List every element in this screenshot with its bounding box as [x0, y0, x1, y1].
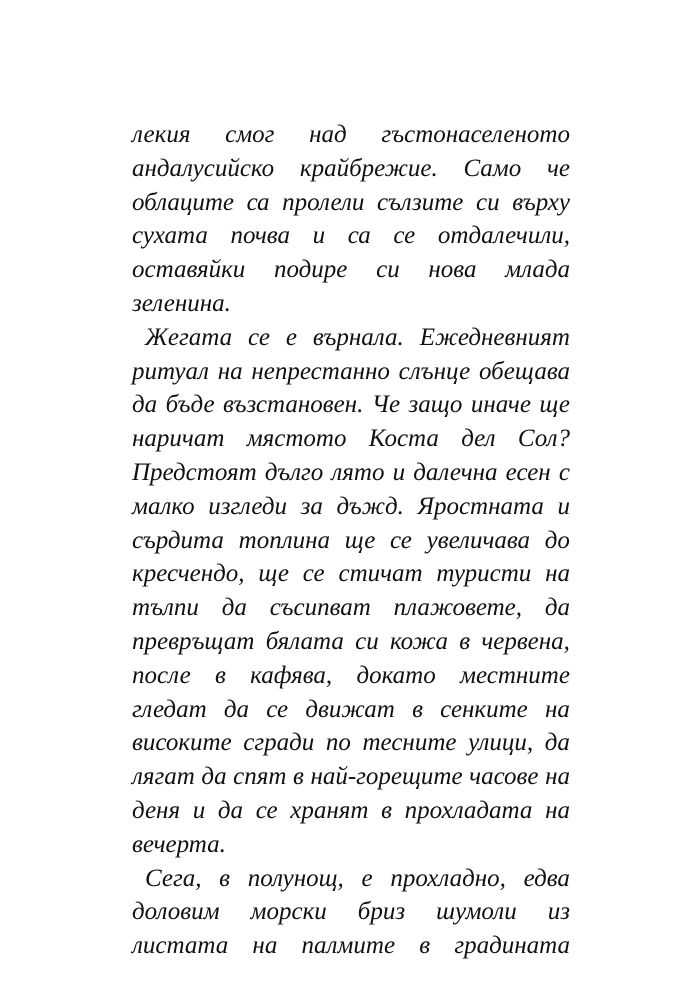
text-line: оставяйки подире си нова млада [132, 256, 570, 284]
text-line: ритуал на непрестанно слънце обещава [132, 357, 570, 385]
text-line: доловим морски бриз шумоли из [132, 898, 570, 926]
text-line: малко изгледи за дъжд. Яростната и [132, 492, 570, 520]
text-line: Предстоят дълго лято и далечна есен с [132, 458, 570, 486]
text-line: гледат да се движат в сенките на [132, 695, 570, 723]
text-line: Жегата се е върнала. Ежедневният [145, 323, 570, 351]
text-line: наричат мястото Коста дел Сол? [132, 425, 570, 453]
body-text [132, 118, 570, 963]
text-line: сърдита топлина ще се увеличава до [132, 526, 570, 554]
text-line: деня и да се хранят в прохладата на [132, 796, 570, 824]
text-line: листата на палмите в градината [132, 932, 570, 960]
text-line: Сега, в полунощ, е прохладно, едва [145, 864, 570, 892]
text-line: андалусийско крайбрежие. Само че [132, 154, 570, 182]
text-line: да бъде възстановен. Че защо иначе ще [132, 391, 570, 419]
text-line: зеленина. [132, 289, 231, 317]
text-line: облаците са пролели сълзите си върху [132, 188, 570, 216]
text-line: високите сгради по тесните улици, да [132, 729, 570, 757]
text-line: после в кафява, докато местните [132, 661, 570, 689]
text-line: сухата почва и са се отдалечили, [132, 222, 570, 250]
text-line: лекия смог над гъстонаселеното [132, 121, 570, 148]
text-line: кресчендо, ще се стичат туристи на [132, 560, 570, 588]
text-line: тълпи да съсипват плажовете, да [132, 594, 570, 622]
text-line: превръщат бялата си кожа в червена, [132, 627, 570, 655]
text-line: вечерта. [132, 830, 226, 858]
text-line: лягат да спят в най-горещите часове на [132, 763, 570, 791]
